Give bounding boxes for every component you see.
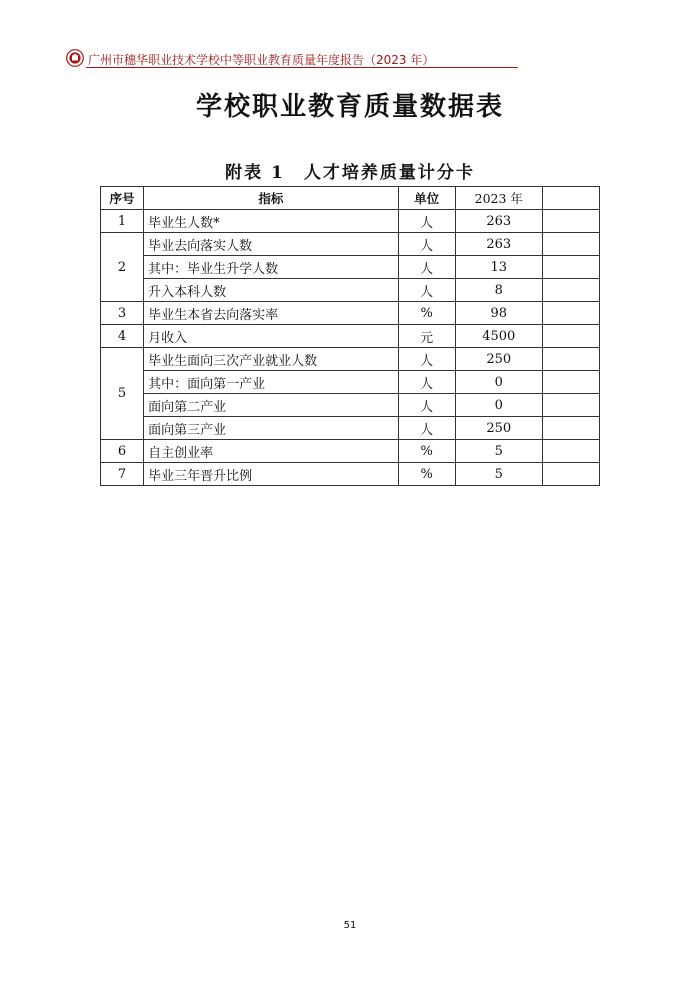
row-extra: [542, 210, 599, 233]
table-caption: 附表 1 人才培养质量计分卡: [225, 163, 475, 183]
row-unit: 人: [398, 417, 455, 440]
row-extra: [542, 256, 599, 279]
row-value: 8: [455, 279, 542, 302]
row-indicator: 其中：面向第一产业: [144, 371, 399, 394]
school-seal-icon: [66, 49, 84, 67]
page-header: [66, 48, 456, 70]
row-value: 263: [455, 210, 542, 233]
header-no: 序号: [101, 187, 144, 210]
row-extra: [542, 440, 599, 463]
row-extra: [542, 417, 599, 440]
table-row: [101, 233, 600, 256]
row-extra: [542, 463, 599, 486]
page-number: 51: [343, 920, 357, 931]
row-value: 0: [455, 394, 542, 417]
row-indicator: 毕业生本省去向落实率: [144, 302, 399, 325]
row-unit: 人: [398, 256, 455, 279]
row-no: 5: [101, 348, 144, 440]
table-row: [101, 210, 600, 233]
row-indicator: 自主创业率: [144, 440, 399, 463]
row-unit: 人: [398, 348, 455, 371]
header-text: 广州市穗华职业技术学校中等职业教育质量年度报告（2023 年）: [88, 53, 435, 67]
row-indicator: 面向第二产业: [144, 394, 399, 417]
row-value: 13: [455, 256, 542, 279]
row-unit: 人: [398, 210, 455, 233]
table-row: [101, 394, 600, 417]
row-no: 1: [101, 210, 144, 233]
row-indicator: 毕业去向落实人数: [144, 233, 399, 256]
row-no: 2: [101, 233, 144, 302]
header-extra: [542, 187, 599, 210]
row-extra: [542, 394, 599, 417]
row-unit: 人: [398, 371, 455, 394]
page-title: 学校职业教育质量数据表: [195, 92, 504, 122]
row-extra: [542, 325, 599, 348]
table-row: [101, 302, 600, 325]
table-row: [101, 440, 600, 463]
row-value: 250: [455, 348, 542, 371]
row-unit: %: [398, 440, 455, 463]
row-no: 6: [101, 440, 144, 463]
table-header-row: [101, 187, 600, 210]
row-indicator: 面向第三产业: [144, 417, 399, 440]
row-unit: %: [398, 463, 455, 486]
row-indicator: 毕业生人数*: [144, 210, 399, 233]
table-row: [101, 463, 600, 486]
row-extra: [542, 371, 599, 394]
row-value: 263: [455, 233, 542, 256]
header-unit: 单位: [398, 187, 455, 210]
header-rule: [86, 67, 518, 68]
row-indicator: 毕业生面向三次产业就业人数: [144, 348, 399, 371]
row-extra: [542, 348, 599, 371]
table-row: [101, 325, 600, 348]
row-indicator: 升入本科人数: [144, 279, 399, 302]
row-no: 4: [101, 325, 144, 348]
row-unit: 元: [398, 325, 455, 348]
row-unit: 人: [398, 279, 455, 302]
row-value: 4500: [455, 325, 542, 348]
row-indicator: 其中：毕业生升学人数: [144, 256, 399, 279]
row-extra: [542, 233, 599, 256]
table-row: [101, 371, 600, 394]
row-extra: [542, 279, 599, 302]
row-indicator: 毕业三年晋升比例: [144, 463, 399, 486]
row-unit: %: [398, 302, 455, 325]
header-indicator: 指标: [144, 187, 399, 210]
row-unit: 人: [398, 394, 455, 417]
table-row: [101, 256, 600, 279]
row-value: 98: [455, 302, 542, 325]
row-value: 5: [455, 463, 542, 486]
row-extra: [542, 302, 599, 325]
row-indicator: 月收入: [144, 325, 399, 348]
row-no: 3: [101, 302, 144, 325]
table-row: [101, 279, 600, 302]
header-year: 2023 年: [455, 187, 542, 210]
row-value: 0: [455, 371, 542, 394]
row-no: 7: [101, 463, 144, 486]
table-row: [101, 348, 600, 371]
table-row: [101, 417, 600, 440]
row-unit: 人: [398, 233, 455, 256]
row-value: 5: [455, 440, 542, 463]
row-value: 250: [455, 417, 542, 440]
scorecard-table: [100, 186, 600, 486]
